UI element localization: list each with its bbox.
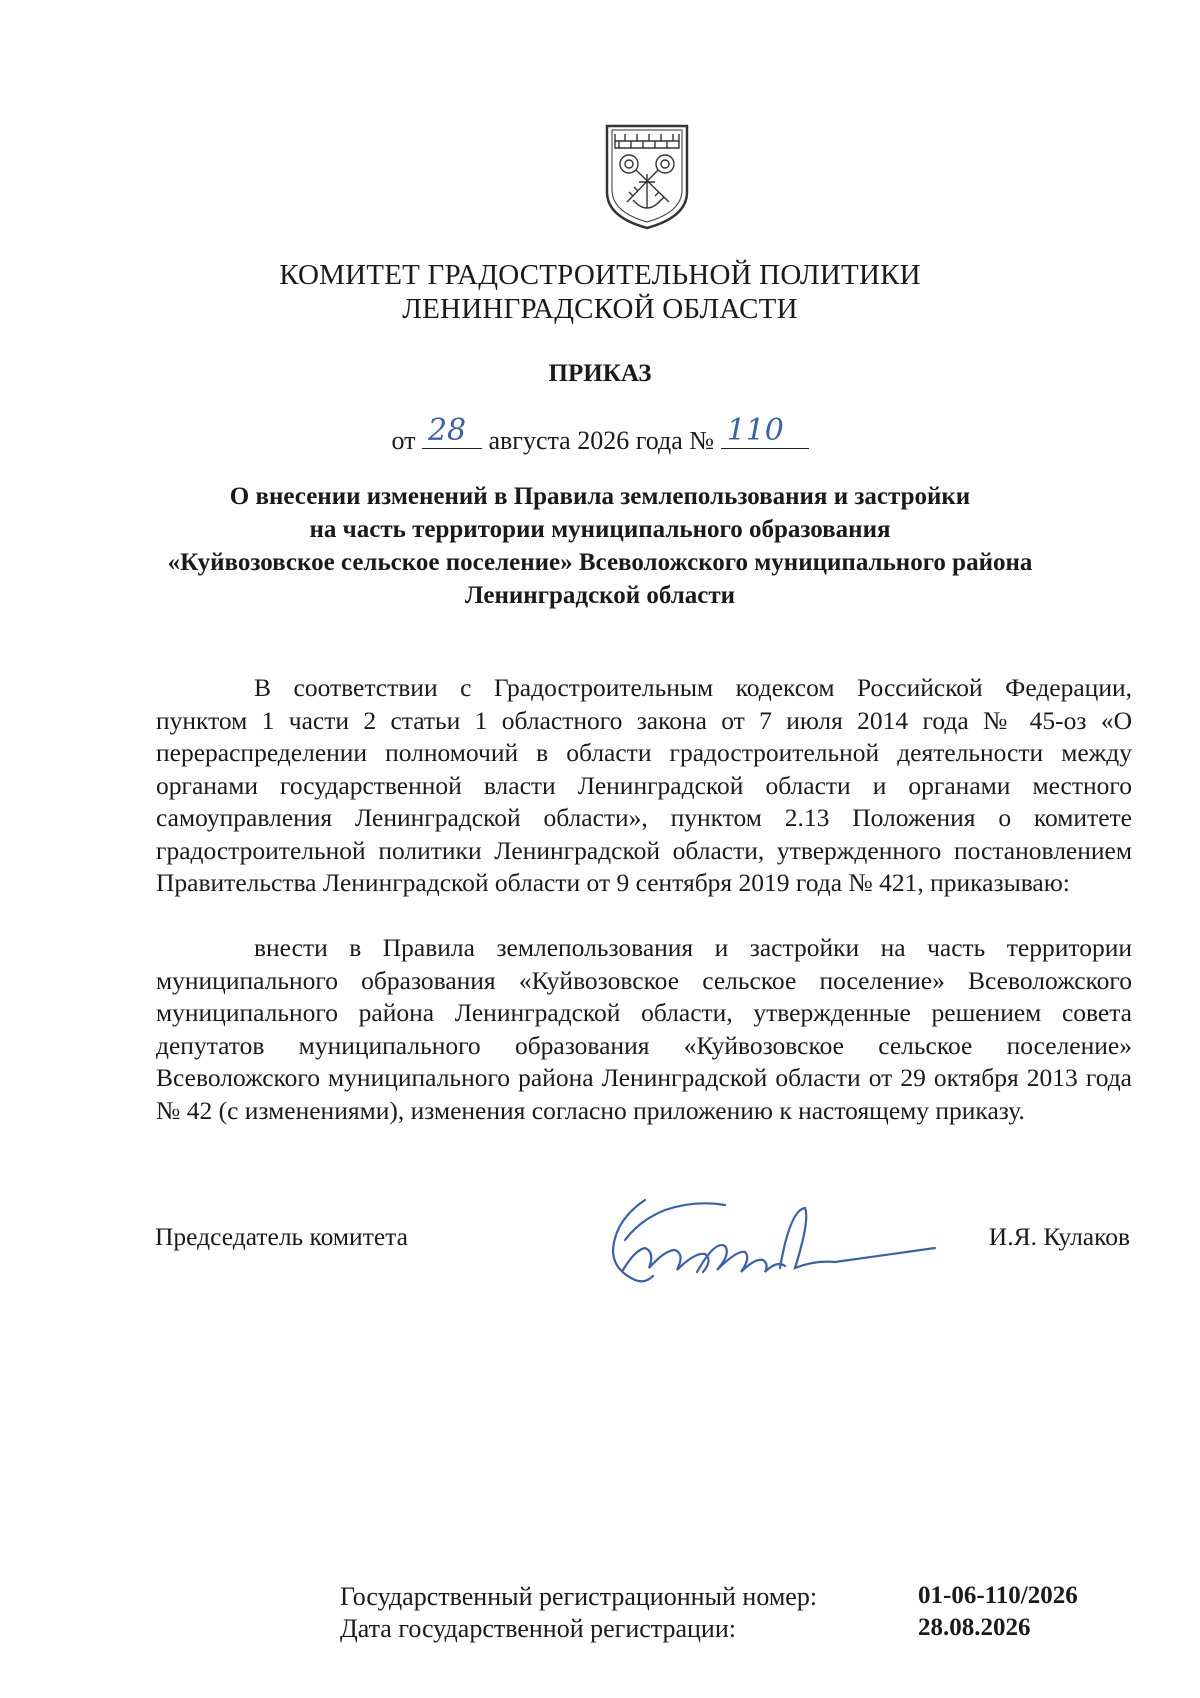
registration-date-value: 28.08.2026 <box>918 1614 1031 1641</box>
committee-name <box>0 258 1200 326</box>
body-paragraph-preamble: В соответствии с Градостроительным кодексом Российской Федерации, пунктом 1 части 2 статьи 1 областного закона от 7 июля 2014 года № 45-оз «О перераспределении полномочий в области градостроительной деятельности между органами государственной власти Ленинградской области и органами местного самоуправления Ленинградской области», пунктом 2.13 Положения о комитете градостроительной политики Ленинградской области, утвержденного постановлением Правительства Ленинградской области от 9 сентября 2019 года № 421, приказываю: <box>156 673 1132 897</box>
handwritten-day: 28 <box>427 413 467 448</box>
date-prefix: от <box>391 426 416 455</box>
subject-line3: «Куйвозовское сельское поселение» Всеволожского муниципального района <box>167 549 1033 576</box>
handwritten-number: 110 <box>726 413 784 448</box>
signer-role: Председатель комитета <box>155 1222 408 1251</box>
day-blank <box>422 413 482 449</box>
date-middle: августа 2026 года № <box>488 426 715 455</box>
order-subject <box>150 480 1050 612</box>
coat-of-arms-icon <box>603 122 691 232</box>
document-type-title: ПРИКАЗ <box>548 360 652 387</box>
body-paragraph-decision: внести в Правила землепользования и застройки на часть территории муниципального образования «Куйвозовское сельское поселение» Всеволожского муниципального района Ленинградской области, утвержденные решением совета депутатов муниципального образования «Куйвозовское сельское поселение» Всеволожского муниципального района Ленинградской области от 29 октября 2013 года № 42 (с изменениями), изменения согласно приложению к настоящему приказу. <box>156 933 1132 1125</box>
handwritten-signature <box>605 1180 945 1300</box>
signer-name: И.Я. Кулаков <box>988 1222 1130 1251</box>
order-dateline <box>0 413 1200 456</box>
registration-date-label: Дата государственной регистрации: <box>340 1614 736 1643</box>
number-blank <box>721 413 809 449</box>
registration-number-label: Государственный регистрационный номер: <box>340 1582 818 1611</box>
subject-line4: Ленинградской области <box>464 582 736 609</box>
subject-line2: на часть территории муниципального образования <box>309 516 891 543</box>
committee-name-line2: ЛЕНИНГРАДСКОЙ ОБЛАСТИ <box>402 293 798 325</box>
committee-name-line1: КОМИТЕТ ГРАДОСТРОИТЕЛЬНОЙ ПОЛИТИКИ <box>279 259 921 291</box>
registration-number-value: 01-06-110/2026 <box>918 1582 1078 1609</box>
subject-line1: О внесении изменений в Правила землепользования и застройки <box>229 483 971 510</box>
